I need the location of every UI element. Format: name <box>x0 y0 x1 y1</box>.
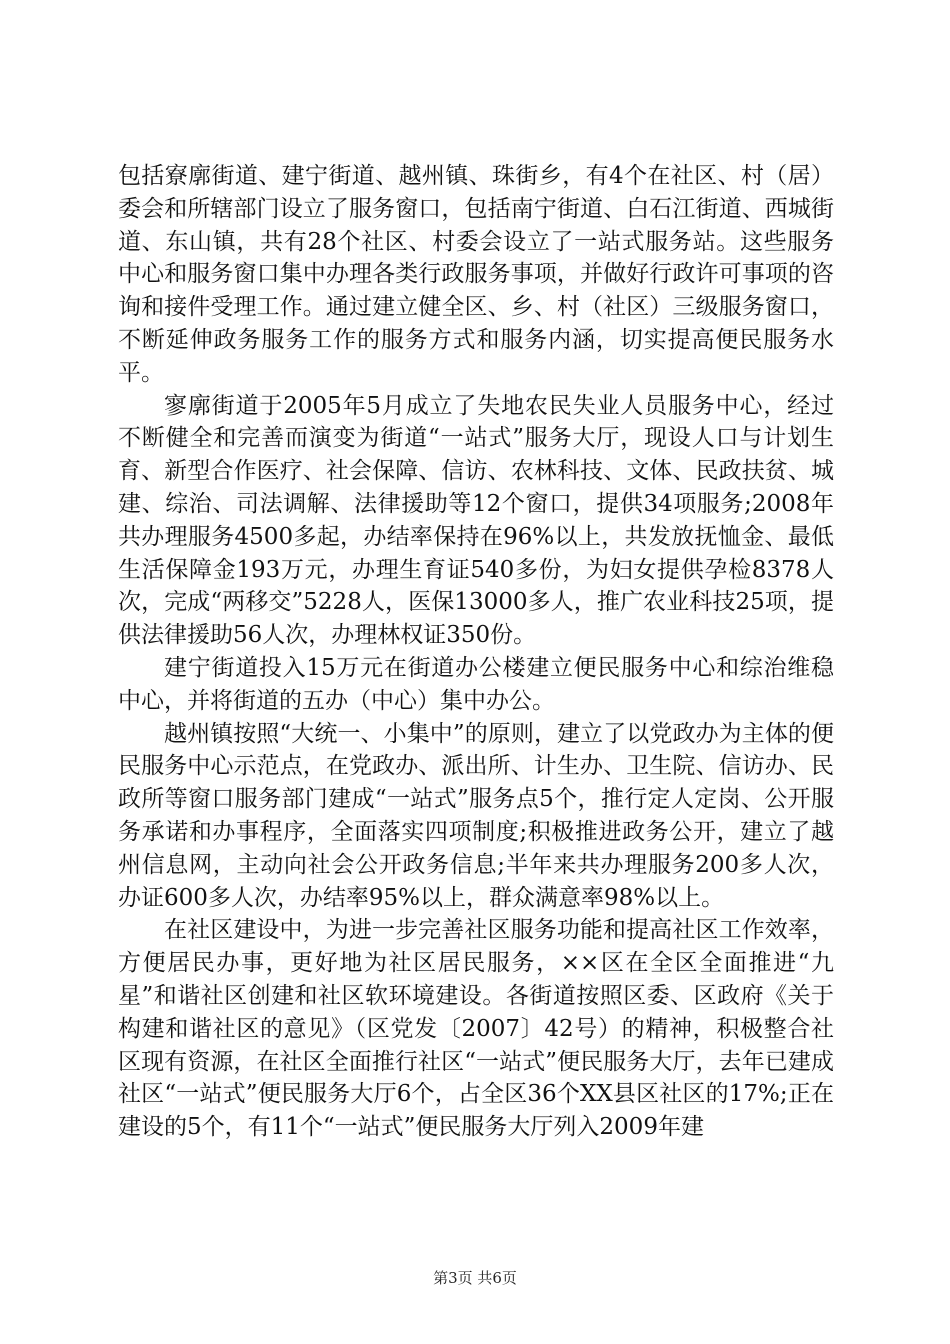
paragraph-2: 寥廓街道于2005年5月成立了失地农民失业人员服务中心，经过不断健全和完善而演变为街道“一站式”服务大厅，现设人口与计划生育、新型合作医疗、社会保障、信访、农林科技、文体、民政扶贫、城建、综治、司法调解、法律援助等12个窗口，提供34项服务;2008年共办理服务4500多起，办结率保持在96%以上，共发放抚恤金、最低生活保障金193万元，办理生育证540多份，为妇女提供孕检8378人次，完成“两移交”5228人，医保13000多人，推广农业科技25项，提供法律援助56人次，办理林权证350份。 <box>118 392 834 649</box>
paragraph-4: 越州镇按照“大统一、小集中”的原则，建立了以党政办为主体的便民服务中心示范点，在党政办、派出所、计生办、卫生院、信访办、民政所等窗口服务部门建成“一站式”服务点5个，推行定人定岗、公开服务承诺和办事程序，全面落实四项制度;积极推进政务公开，建立了越州信息网，主动向社会公开政务信息;半年来共办理服务200多人次，办证600多人次，办结率95%以上，群众满意率98%以上。 <box>118 720 834 911</box>
paragraph-1: 包括寮廓街道、建宁街道、越州镇、珠街乡，有4个在社区、村（居）委会和所辖部门设立了服务窗口，包括南宁街道、白石江街道、西城街道、东山镇，共有28个社区、村委会设立了一站式服务站。这些服务中心和服务窗口集中办理各类行政服务事项，并做好行政许可事项的咨询和接件受理工作。通过建立健全区、乡、村（社区）三级服务窗口，不断延伸政务服务工作的服务方式和服务内涵，切实提高便民服务水平。 <box>118 163 834 386</box>
document-body <box>118 160 834 1144</box>
paragraph-3: 建宁街道投入15万元在街道办公楼建立便民服务中心和综治维稳中心，并将街道的五办（中心）集中办公。 <box>118 654 834 714</box>
page-footer: 第3页 共6页 <box>433 1269 517 1287</box>
paragraph-5: 在社区建设中，为进一步完善社区服务功能和提高社区工作效率，方便居民办事，更好地为社区居民服务，××区在全区全面推进“九星”和谐社区创建和社区软环境建设。各街道按照区委、区政府《关于构建和谐社区的意见》（区党发〔2007〕42号）的精神，积极整合社区现有资源，在社区全面推行社区“一站式”便民服务大厅，去年已建成社区“一站式”便民服务大厅6个，占全区36个XX县区社区的17%;正在建设的5个，有11个“一站式”便民服务大厅列入2009年建 <box>118 917 834 1141</box>
